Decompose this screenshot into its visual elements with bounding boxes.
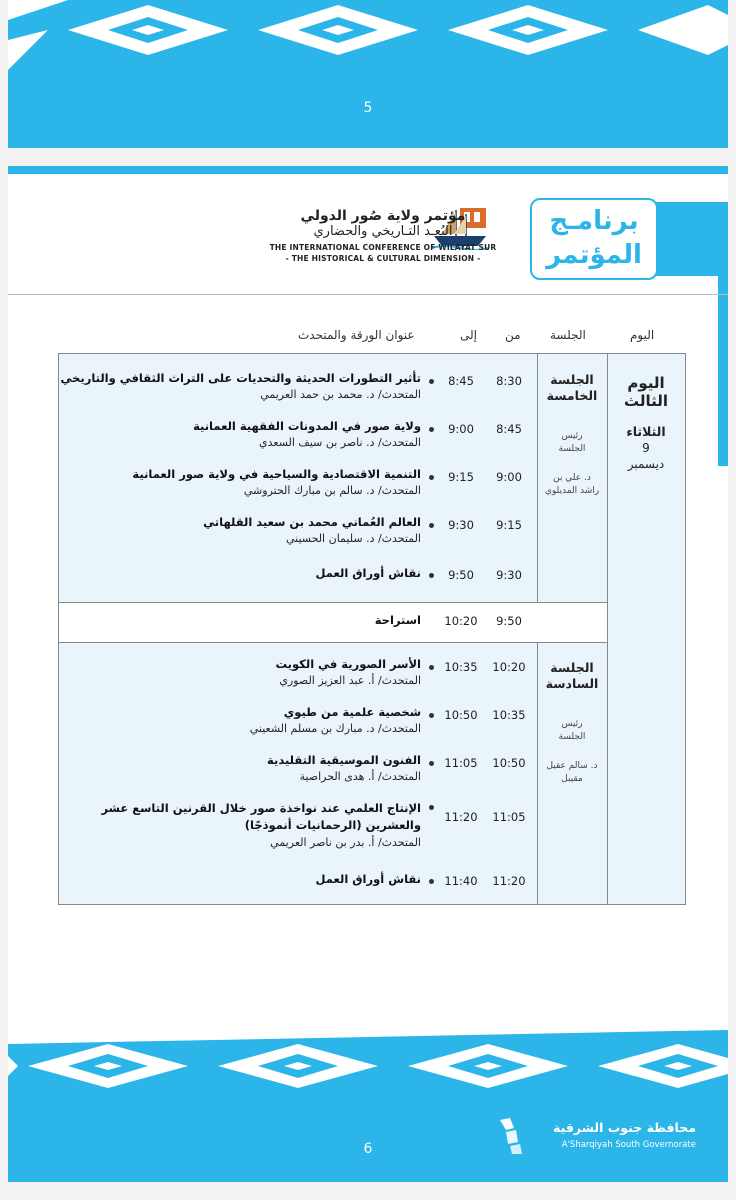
session5-chair-label-line2: الجلسة xyxy=(558,444,586,454)
weekday: الثلاثاء xyxy=(626,424,666,439)
paper-title: الإنتاج العلمي عند نواخذة صور خلال القرنين التاسع عشر xyxy=(101,801,421,815)
time-from: 10:35 xyxy=(492,708,526,722)
conference-title-en: THE INTERNATIONAL CONFERENCE OF WILAYAT SUR xyxy=(269,243,497,252)
date-number: 9 xyxy=(642,441,650,455)
time-to: 11:05 xyxy=(444,756,478,770)
speaker: المتحدث/ د. مبارك بن مسلم الشعيني xyxy=(249,722,421,735)
time-from: 9:00 xyxy=(496,470,522,484)
paper-title: شخصية علمية من طيوي xyxy=(283,705,421,719)
top-page xyxy=(8,0,728,148)
day-name-line2: الثالث xyxy=(623,392,669,410)
month: ديسمبر xyxy=(627,457,665,471)
session6-cell xyxy=(537,660,607,786)
time-from: 9:15 xyxy=(496,518,522,532)
paper-title: الفنون الموسيقية التقليدية xyxy=(267,753,421,767)
time-to: 10:35 xyxy=(444,660,478,674)
paper-title-line2: والعشرين (الرحمانيات أنموذجًا) xyxy=(244,818,421,832)
page-number: 5 xyxy=(363,100,373,116)
header-session: الجلسة xyxy=(550,328,586,342)
time-from: 10:50 xyxy=(492,756,526,770)
governorate-name-en: A'Sharqiyah South Governorate xyxy=(561,1140,696,1150)
paper-title: التنمية الاقتصادية والسياحية في ولاية صور العمانية xyxy=(132,467,421,481)
page-number: 6 xyxy=(363,1141,373,1157)
session5-chair-line1: د. علي بن xyxy=(553,473,591,483)
session5-chair-line2: راشد المدیلوي xyxy=(544,486,600,496)
paper-title: العالم العُماني محمد بن سعيد القلهاتي xyxy=(203,515,421,529)
session6-chair-label-line2: الجلسة xyxy=(558,732,586,742)
session6-name-line2: السادسة xyxy=(545,676,599,691)
bottom-page xyxy=(8,166,728,1182)
governorate-name-ar: محافظة جنوب الشرقية xyxy=(553,1120,696,1135)
time-to: 9:30 xyxy=(448,518,474,532)
session6-chair-line1: د. سالم عقيل xyxy=(546,761,598,771)
speaker: المتحدث/ د. ناصر بن سيف السعدي xyxy=(259,436,421,449)
session5-cell xyxy=(537,372,607,498)
session5-name-line2: الخامسة xyxy=(546,388,598,403)
pattern-band-top xyxy=(8,0,728,148)
speaker: المتحدث/ أ. بدر بن ناصر العريمي xyxy=(270,836,421,849)
paper-title: تأثير التطورات الحديثة والتحديات على التراث الثقافي والتاريخي xyxy=(60,371,421,385)
session5-chair-label-line1: رئيس xyxy=(561,431,583,441)
session6-name-line1: الجلسة xyxy=(550,660,594,675)
header-title: عنوان الورقة والمتحدث xyxy=(298,328,415,342)
time-from: 8:30 xyxy=(496,374,522,388)
header-to: إلى xyxy=(460,328,477,342)
day-cell xyxy=(607,374,685,472)
header-from: من xyxy=(505,328,521,342)
badge-line2: المؤتمر xyxy=(546,240,642,270)
time-to: 10:50 xyxy=(444,708,478,722)
badge-line1: برنامـج xyxy=(549,206,639,236)
paper-title: نقاش أوراق العمل xyxy=(315,872,421,886)
program-badge xyxy=(530,198,658,280)
session5-name-line1: الجلسة xyxy=(550,372,594,387)
time-from: 9:50 xyxy=(496,614,522,628)
break-title: استراحة xyxy=(374,613,421,627)
header-day: اليوم xyxy=(630,328,655,342)
time-from: 8:45 xyxy=(496,422,522,436)
time-to: 9:50 xyxy=(448,568,474,582)
paper-title: الأسر الصورية في الكويت xyxy=(275,657,421,671)
conference-subtitle-ar: البُعـد التـاريخي والحضاري xyxy=(313,224,453,239)
speaker: المتحدث/ أ. عبد العزيز الصوري xyxy=(279,674,421,687)
top-strip xyxy=(8,166,728,174)
header-divider xyxy=(8,294,728,295)
badge-backdrop xyxy=(648,202,728,276)
time-to: 8:45 xyxy=(448,374,474,388)
conference-title xyxy=(263,208,503,263)
time-from: 10:20 xyxy=(492,660,526,674)
conference-title-ar: مؤتمر ولاية صُور الدولي xyxy=(300,208,466,224)
pattern-band-bottom xyxy=(8,1022,728,1182)
time-from: 11:20 xyxy=(492,874,526,888)
time-to: 9:15 xyxy=(448,470,474,484)
speaker: المتحدث/ د. سالم بن مبارك الحتروشي xyxy=(243,484,421,497)
time-to: 11:40 xyxy=(444,874,478,888)
speaker: المتحدث/ أ. هدى الحراصية xyxy=(299,770,421,783)
time-to: 11:20 xyxy=(444,810,478,824)
time-to: 10:20 xyxy=(444,614,478,628)
schedule-table xyxy=(58,353,686,905)
session6-chair-label-line1: رئيس xyxy=(561,719,583,729)
speaker: المتحدث/ د. سليمان الحسيني xyxy=(285,532,421,545)
conference-subtitle-en: - THE HISTORICAL & CULTURAL DIMENSION - xyxy=(285,254,481,263)
time-to: 9:00 xyxy=(448,422,474,436)
time-from: 11:05 xyxy=(492,810,526,824)
paper-title: نقاش أوراق العمل xyxy=(315,566,421,580)
time-from: 9:30 xyxy=(496,568,522,582)
speaker: المتحدث/ د. محمد بن حمد العريمي xyxy=(260,388,421,401)
session6-chair-line2: مقيبل xyxy=(561,774,583,784)
day-name-line1: اليوم xyxy=(627,374,665,392)
paper-title: ولاية صور في المدونات الفقهية العمانية xyxy=(193,419,421,433)
